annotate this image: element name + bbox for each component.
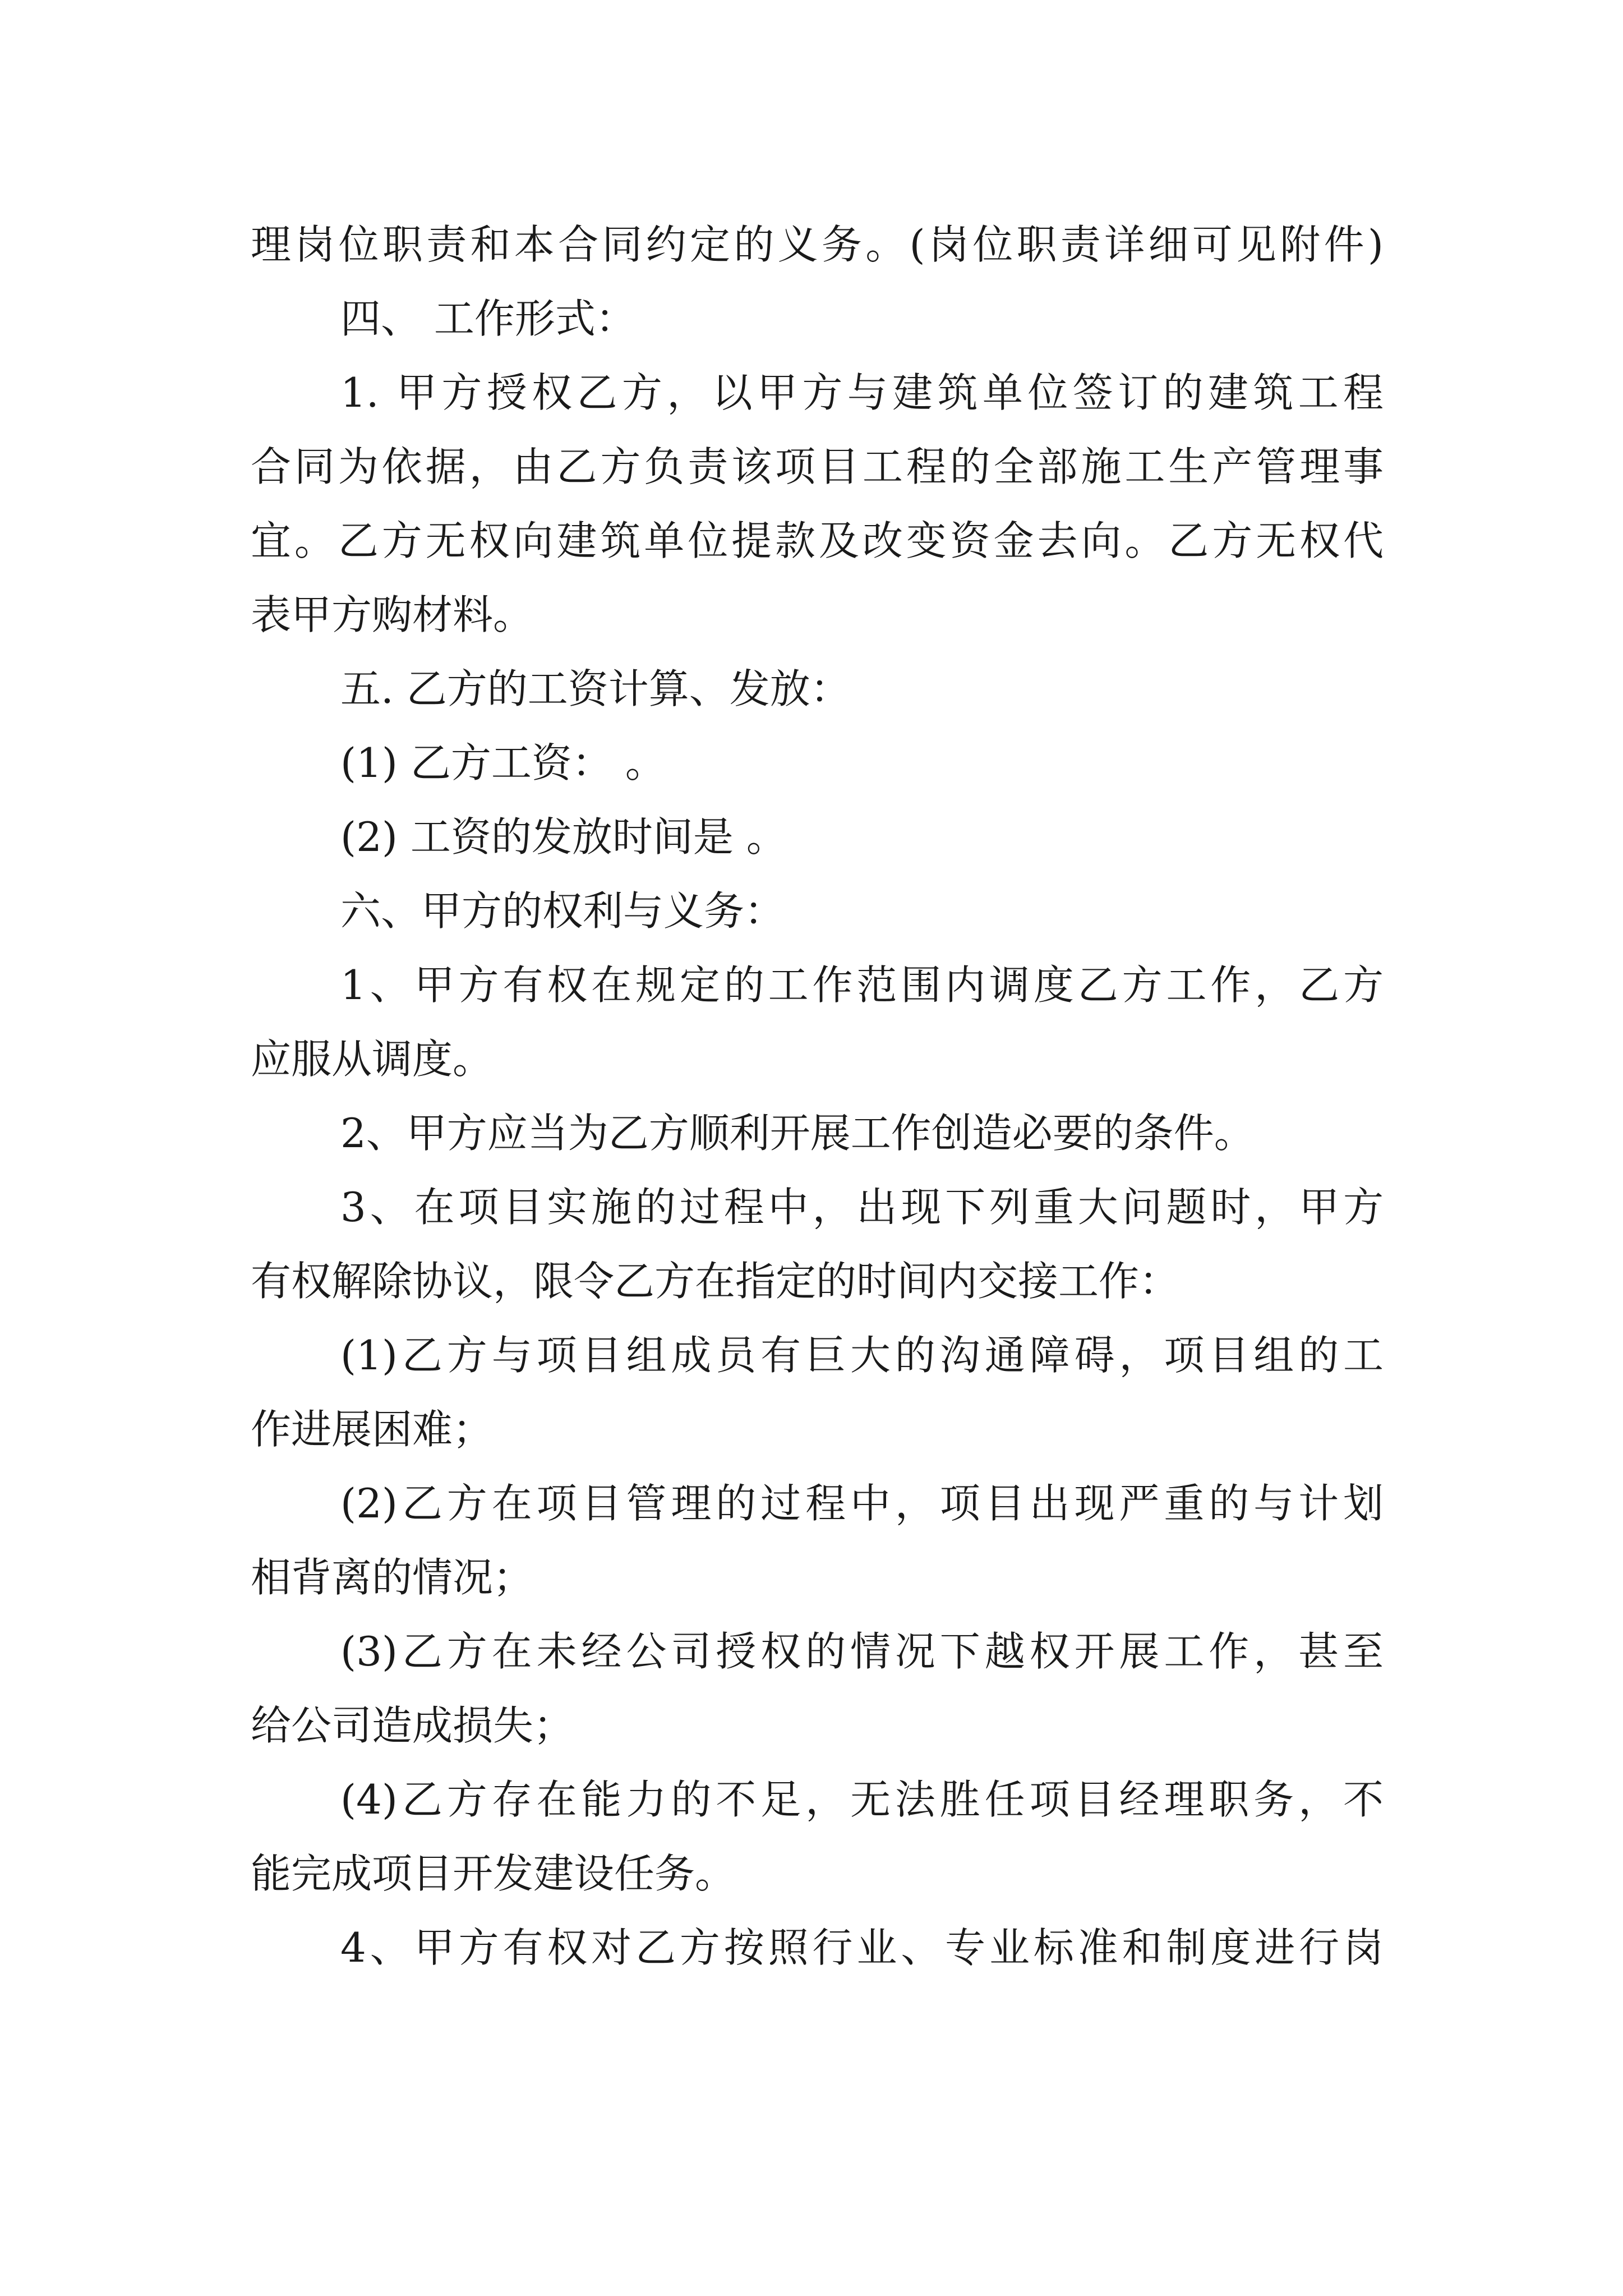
text-line-16: (1)乙方与项目组成员有巨大的沟通障碍，项目组的工 (340, 1332, 1384, 1379)
text-line-8: (1) 乙方工资： 。 (340, 739, 666, 786)
section-heading-5: 五. 乙方的工资计算、发放： (340, 665, 851, 712)
text-line-4: 合同为依据，由乙方负责该项目工程的全部施工生产管理事 (251, 443, 1384, 490)
text-line-12: 应服从调度。 (251, 1036, 494, 1083)
text-line-18: (2)乙方在项目管理的过程中，项目出现严重的与计划 (340, 1480, 1384, 1527)
text-line-20: (3)乙方在未经公司授权的情况下越权开展工作，甚至 (340, 1628, 1384, 1675)
text-line-5: 宜。乙方无权向建筑单位提款及改变资金去向。乙方无权代 (251, 517, 1384, 564)
text-line-3: 1. 甲方授权乙方，以甲方与建筑单位签订的建筑工程 (340, 369, 1384, 416)
section-heading-6: 六、甲方的权利与义务： (340, 887, 785, 935)
text-line-1: 理岗位职责和本合同约定的义务。(岗位职责详细可见附件) (251, 221, 1384, 268)
text-line-13: 2、甲方应当为乙方顺利开展工作创造必要的条件。 (340, 1110, 1255, 1157)
text-line-14: 3、在项目实施的过程中，出现下列重大问题时，甲方 (340, 1184, 1384, 1231)
section-heading-4: 四、 工作形式： (340, 295, 636, 342)
text-line-21: 给公司造成损失； (251, 1702, 574, 1749)
text-line-9: (2) 工资的发放时间是 。 (340, 813, 787, 861)
text-line-24: 4、甲方有权对乙方按照行业、专业标准和制度进行岗 (340, 1924, 1384, 1971)
text-line-19: 相背离的情况； (251, 1554, 534, 1601)
text-line-11: 1、甲方有权在规定的工作范围内调度乙方工作，乙方 (340, 961, 1384, 1009)
text-line-6: 表甲方购材料。 (251, 591, 534, 638)
text-line-23: 能完成项目开发建设任务。 (251, 1850, 736, 1897)
text-line-17: 作进展困难； (251, 1406, 494, 1453)
text-line-22: (4)乙方存在能力的不足，无法胜任项目经理职务，不 (340, 1776, 1384, 1823)
text-line-15: 有权解除协议，限令乙方在指定的时间内交接工作： (251, 1258, 1180, 1305)
